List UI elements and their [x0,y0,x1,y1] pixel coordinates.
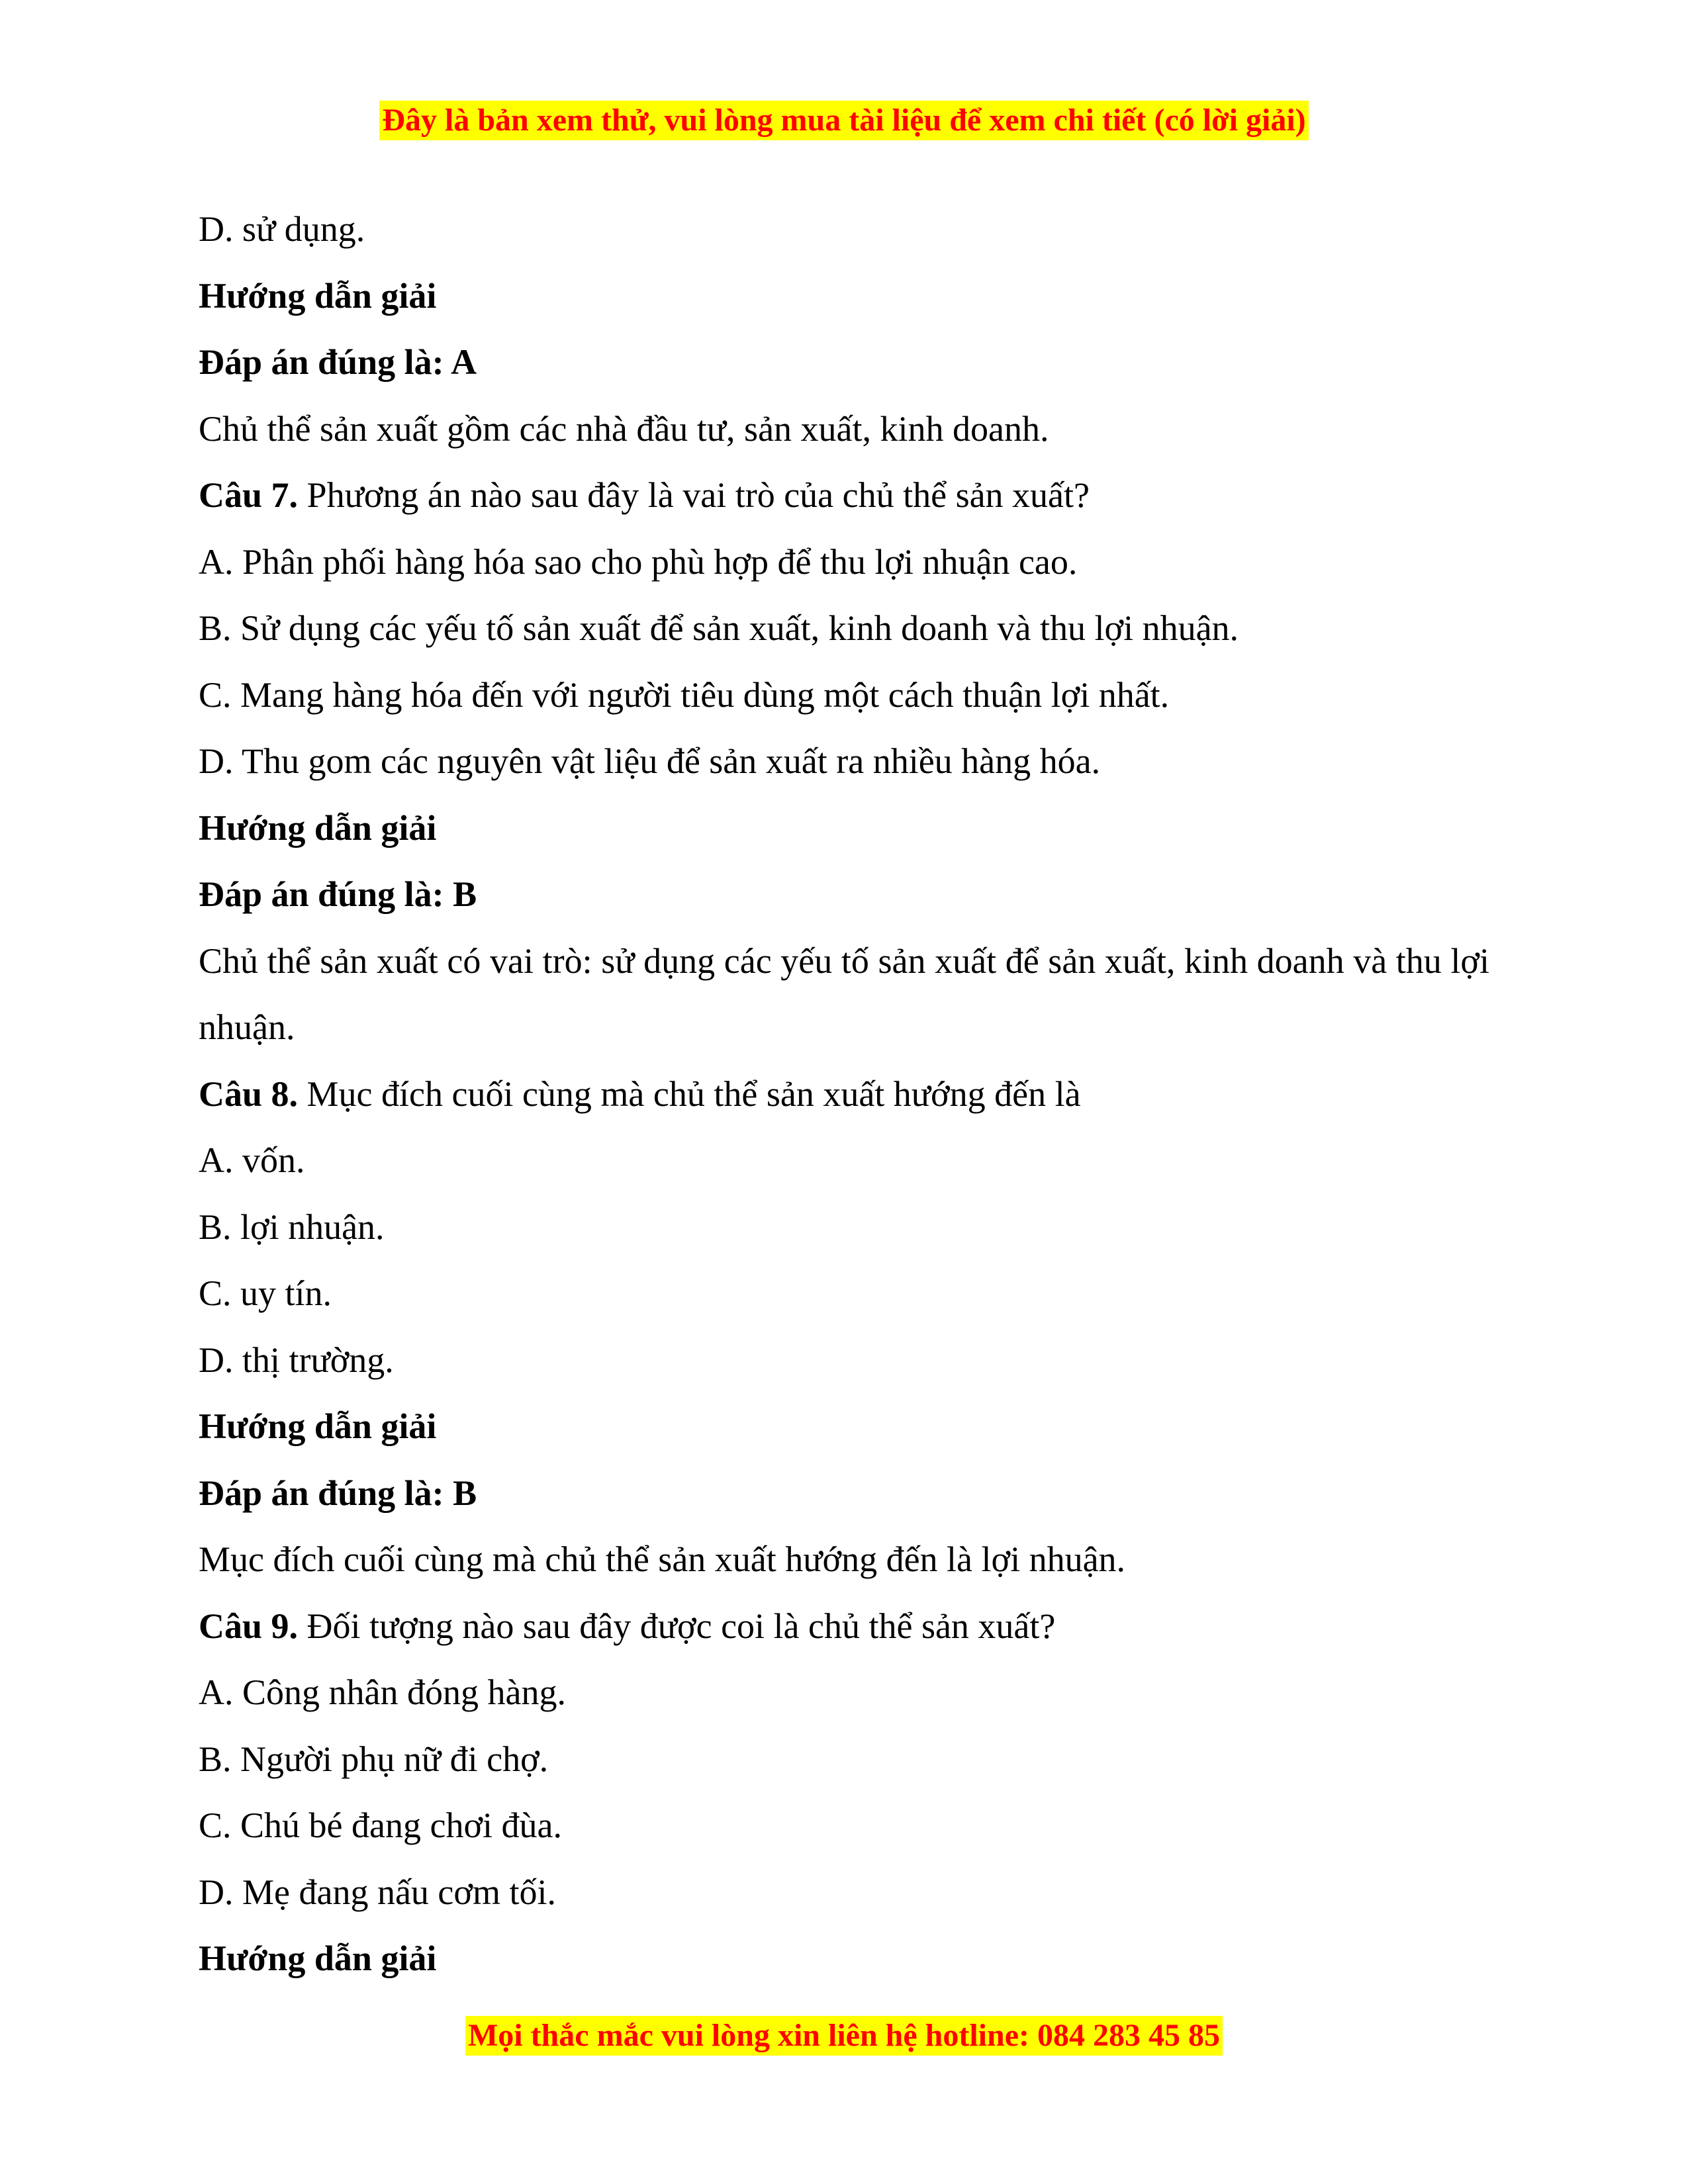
preview-notice-banner [0,101,1688,140]
q8-option-a: A. vốn. [199,1140,305,1180]
q6-guide-heading: Hướng dẫn giải [199,275,437,316]
q9-option-b: B. Người phụ nữ đi chợ. [199,1739,549,1779]
q7-question [199,462,1489,529]
q8-option-c: C. uy tín. [199,1273,332,1313]
q6-option-d: D. sử dụng. [199,209,365,249]
q8-text: Mục đích cuối cùng mà chủ thể sản xuất hướng đến là [298,1073,1081,1114]
q7-option-d: D. Thu gom các nguyên vật liệu để sản xuất ra nhiều hàng hóa. [199,741,1101,781]
q9-number: Câu 9. [199,1606,299,1646]
q9-guide-heading: Hướng dẫn giải [199,1938,437,1978]
q8-guide-heading: Hướng dẫn giải [199,1406,437,1446]
q8-number: Câu 8. [199,1073,299,1114]
q6-answer: Đáp án đúng là: A [199,342,477,382]
q8-answer: Đáp án đúng là: B [199,1473,477,1513]
q7-option-c: C. Mang hàng hóa đến với người tiêu dùng một cách thuận lợi nhất. [199,674,1170,715]
q9-option-d: D. Mẹ đang nấu cơm tối. [199,1872,556,1912]
q9-question [199,1593,1489,1660]
q7-explanation: Chủ thể sản xuất có vai trò: sử dụng các yếu tố sản xuất để sản xuất, kinh doanh và thu lợi nhuận. [199,940,1489,1047]
q9-option-a: A. Công nhân đóng hàng. [199,1672,566,1712]
preview-notice-text: Đây là bản xem thử, vui lòng mua tài liệu để xem chi tiết (có lời giải) [379,101,1308,140]
q8-question [199,1061,1489,1128]
document-body [199,196,1489,1992]
q7-text: Phương án nào sau đây là vai trò của chủ thể sản xuất? [298,475,1090,515]
q9-text: Đối tượng nào sau đây được coi là chủ thể sản xuất? [298,1606,1056,1646]
q8-option-b: B. lợi nhuận. [199,1206,385,1247]
q7-answer: Đáp án đúng là: B [199,874,477,914]
q7-guide-heading: Hướng dẫn giải [199,807,437,848]
q8-option-d: D. thị trường. [199,1340,394,1380]
hotline-notice-banner [0,2016,1688,2056]
q7-number: Câu 7. [199,475,299,515]
hotline-notice-text: Mọi thắc mắc vui lòng xin liên hệ hotline: 084 283 45 85 [465,2016,1223,2056]
q7-option-b: B. Sử dụng các yếu tố sản xuất để sản xuất, kinh doanh và thu lợi nhuận. [199,608,1239,648]
q7-option-a: A. Phân phối hàng hóa sao cho phù hợp để thu lợi nhuận cao. [199,541,1078,582]
q6-explanation: Chủ thể sản xuất gồm các nhà đầu tư, sản xuất, kinh doanh. [199,408,1049,449]
q8-explanation: Mục đích cuối cùng mà chủ thể sản xuất hướng đến là lợi nhuận. [199,1539,1126,1579]
q9-option-c: C. Chú bé đang chơi đùa. [199,1805,562,1845]
